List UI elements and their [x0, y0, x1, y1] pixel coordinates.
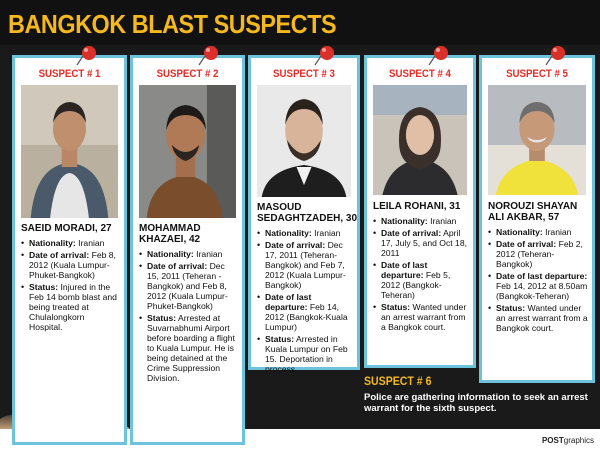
detail-value: Iranian	[427, 216, 457, 226]
credit	[542, 436, 594, 445]
suspect-card-3	[248, 55, 360, 374]
detail-key: Status:	[147, 313, 177, 323]
suspect-details	[373, 216, 469, 334]
suspect-photo	[373, 85, 467, 195]
detail-departure	[257, 292, 353, 332]
suspect-label: SUSPECT # 1	[38, 68, 101, 80]
detail-key: Nationality:	[29, 238, 76, 248]
detail-status	[21, 282, 120, 332]
suspect-details	[21, 238, 120, 334]
suspect-name-line2: ALI AKBAR, 57	[488, 212, 560, 223]
detail-value: Injured in the Feb 14 bomb blast and being treated at Chulalongkorn Hospital.	[29, 282, 117, 332]
suspect-label: SUSPECT # 5	[506, 68, 568, 80]
detail-key: Date of last departure:	[381, 260, 428, 280]
detail-nationality	[373, 216, 469, 226]
suspect-name-line2: SEDAGHTZADEH, 30	[257, 213, 358, 224]
pushpin-icon	[544, 45, 570, 67]
detail-nationality	[21, 238, 120, 248]
detail-key: Nationality:	[496, 227, 543, 237]
suspect-card-1	[12, 55, 127, 445]
header-bar	[0, 0, 600, 45]
suspect-6-block	[364, 374, 594, 414]
suspect-photo	[488, 85, 586, 195]
detail-nationality	[488, 227, 588, 237]
detail-value: Iranian	[193, 249, 223, 259]
suspect-details	[257, 228, 353, 376]
pushpin-icon	[197, 45, 223, 67]
suspect-label: SUSPECT # 2	[156, 68, 219, 80]
suspect-card-4	[364, 55, 476, 368]
suspect-photo	[21, 85, 118, 218]
detail-key: Date of arrival:	[147, 261, 208, 271]
detail-key: Date of arrival:	[496, 239, 557, 249]
detail-arrival	[139, 261, 238, 311]
suspect-name-line1: MASOUD	[257, 202, 302, 213]
suspect-name: LEILA ROHANI, 31	[373, 201, 461, 212]
detail-value: Wanted under an arrest warrant from a Bangkok court.	[381, 302, 467, 332]
detail-key: Date of last departure:	[496, 271, 588, 281]
detail-key: Status:	[265, 334, 295, 344]
detail-key: Date of last departure:	[265, 292, 312, 312]
suspect-card-2	[130, 55, 245, 445]
detail-value: April 17, July 5, and Oct 18, 2011	[381, 228, 467, 258]
detail-value: Arrested at Suvarnabhumi Airport before boarding a flight to Kuala Lumpur. He is being detained at the Crime Suppression Division.	[147, 313, 235, 383]
suspect-photo	[139, 85, 236, 218]
detail-key: Status:	[496, 303, 526, 313]
detail-key: Nationality:	[147, 249, 194, 259]
page-title: BANGKOK BLAST SUSPECTS	[8, 9, 337, 39]
detail-key: Status:	[381, 302, 411, 312]
detail-key: Date of arrival:	[381, 228, 442, 238]
detail-value: Feb 14, 2012 (Bangkok-Kuala Lumpur)	[265, 302, 348, 332]
detail-nationality	[139, 249, 238, 259]
suspect-6-label: SUSPECT # 6	[364, 374, 432, 388]
suspect-photo	[257, 85, 351, 197]
detail-key: Date of arrival:	[265, 240, 326, 250]
detail-status	[257, 334, 353, 374]
detail-key: Nationality:	[381, 216, 428, 226]
detail-value: Wanted under an arrest warrant from a Bangkok court.	[496, 303, 588, 333]
detail-departure	[373, 260, 469, 300]
detail-nationality	[257, 228, 353, 238]
detail-value: Iranian	[311, 228, 341, 238]
detail-key: Status:	[29, 282, 59, 292]
detail-value: Iranian	[75, 238, 105, 248]
detail-key: Date of arrival:	[29, 250, 90, 260]
detail-value: Dec 17, 2011 (Teheran-Bangkok) and Feb 7, 2012 (Kuala Lumpur-Bangkok)	[265, 240, 346, 290]
detail-value: Feb 5, 2012 (Bangkok-Teheran)	[381, 270, 451, 300]
pushpin-icon	[75, 45, 101, 67]
detail-status	[139, 313, 238, 383]
detail-value: Iranian	[542, 227, 572, 237]
detail-status	[373, 302, 469, 332]
suspect-name-line1: NOROUZI SHAYAN	[488, 201, 578, 212]
detail-value: Feb 2, 2012 (Teheran-Bangkok)	[496, 239, 583, 269]
suspect-name-line1: MOHAMMAD	[139, 223, 201, 234]
detail-arrival	[488, 239, 588, 269]
credit-suffix: graphics	[563, 436, 594, 445]
pushpin-icon	[313, 45, 339, 67]
detail-value: Arrested in Kuala Lumpur on Feb 15. Deportation in process.	[265, 334, 348, 374]
detail-key: Nationality:	[265, 228, 312, 238]
detail-value: Feb 8, 2012 (Kuala Lumpur-Phuket-Bangkok)	[29, 250, 116, 280]
detail-departure	[488, 271, 588, 301]
detail-arrival	[257, 240, 353, 290]
suspect-name-line2: KHAZAEI, 42	[139, 234, 201, 245]
detail-value: Feb 14, 2012 at 8.50am (Bangkok-Teheran)	[496, 281, 588, 301]
detail-arrival	[21, 250, 120, 280]
suspect-6-text: Police are gathering information to seek an arrest warrant for the sixth suspect.	[364, 392, 588, 414]
pushpin-icon	[427, 45, 453, 67]
suspect-card-5	[479, 55, 595, 383]
suspect-label: SUSPECT # 3	[273, 68, 335, 80]
suspect-details	[139, 249, 238, 385]
credit-brand: POST	[541, 436, 564, 445]
suspect-details	[488, 227, 588, 335]
suspect-name: SAEID MORADI, 27	[21, 223, 112, 234]
suspect-label: SUSPECT # 4	[389, 68, 451, 80]
detail-arrival	[373, 228, 469, 258]
detail-value: Dec 15, 2011 (Teheran -Bangkok) and Feb 8, 2012 (Kuala Lumpur-Phuket-Bangkok)	[147, 261, 228, 311]
detail-status	[488, 303, 588, 333]
